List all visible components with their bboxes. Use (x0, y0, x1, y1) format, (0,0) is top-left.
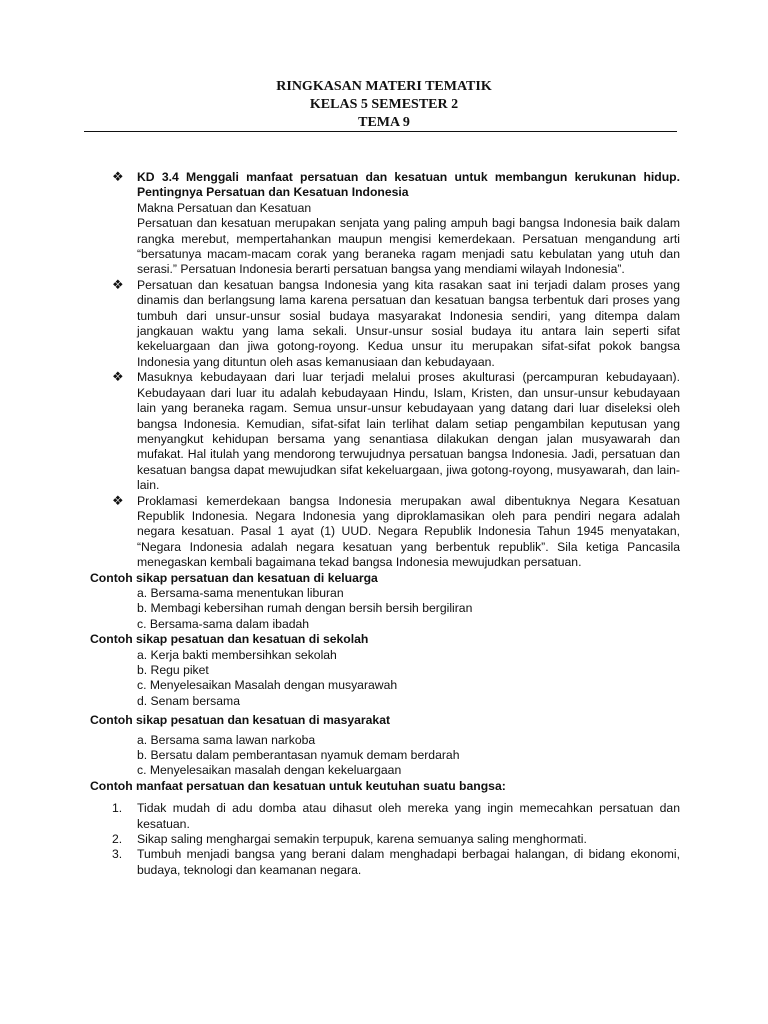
list-item: b. Regu piket (137, 663, 209, 677)
bullet-paragraph (90, 278, 680, 370)
header-title: RINGKASAN MATERI TEMATIK (276, 79, 492, 94)
item-number: 3. (112, 847, 123, 862)
bullet-text: Masuknya kebudayaan dari luar terjadi melalui proses akulturasi (percampuran kebudayaan). Kebudayaan dari luar itu adalah kebudayaan Hindu, Islam, Kristen, dan unsur-unsur kebudayaan lain yang beraneka ragam. Semua unsur-unsur kebudayaan yang datang dari luar diseleksi oleh bangsa Indonesia. Kemudian, sifat-sifat lain terlihat dalam setiap pengambilan keputusan yang menyangkut kehidupan bersama yang senantiasa dilakukan dengan jalan musyawarah dan mufakat. Hal itulah yang mendorong terwujudnya persatuan bangsa Indonesia. Jadi, persatuan dan kesatuan bangsa dapat mewujudkan sifat kekeluargaan, jiwa gotong-royong, musyawarah, dan lain-lain. (137, 370, 680, 493)
bullet-paragraph (90, 494, 680, 571)
numbered-item (90, 847, 680, 878)
list-item: c. Menyelesaikan Masalah dengan musyarawah (137, 678, 398, 693)
item-number: 2. (112, 832, 123, 847)
section-title-masyarakat: Contoh sikap pesatuan dan kesatuan di masyarakat (90, 713, 391, 728)
bullet-diamond-icon: ❖ (112, 276, 124, 292)
benefit-list (90, 801, 680, 878)
item-text: Tumbuh menjadi bangsa yang berani dalam menghadapi berbagai halangan, di bidang ekonomi, budaya, teknologi dan keamanan negara. (137, 847, 680, 877)
list-item: a. Bersama sama lawan narkoba (137, 732, 316, 747)
bullet-text: Proklamasi kemerdekaan bangsa Indonesia merupakan awal dibentuknya Negara Kesatuan Republik Indonesia. Negara Indonesia yang diproklamasikan oleh para pendiri negara adalah negara kesatuan. Pasal 1 ayat (1) UUD. Negara Republik Indonesia Tahun 1945 menyatakan, “Negara Indonesia adalah negara kesatuan yang berbentuk republik”. Sila ketiga Pancasila menegaskan kembali bagaimana tekad bangsa Indonesia mewujudkan persatuan. (137, 493, 680, 570)
list-item: c. Menyelesaikan masalah dengan kekeluargaan (137, 763, 402, 778)
kd-subheading: Makna Persatuan dan Kesatuan (137, 200, 312, 215)
kd-bullet (90, 170, 680, 278)
bullet-diamond-icon: ❖ (112, 492, 124, 508)
header-divider (84, 131, 677, 132)
item-text: Sikap saling menghargai semakin terpupuk, karena semuanya saling menghormati. (137, 832, 587, 847)
list-item: a. Kerja bakti membersihkan sekolah (137, 647, 337, 662)
item-text: Tidak mudah di adu domba atau dihasut oleh mereka yang ingin memecahkan persatuan dan kesatuan. (137, 801, 680, 831)
numbered-item (90, 832, 680, 847)
section-title-sekolah: Contoh sikap pesatuan dan kesatuan di sekolah (90, 632, 369, 647)
list-item: b. Membagi kebersihan rumah dengan bersih bersih bergiliran (137, 601, 473, 616)
kd-heading: KD 3.4 Menggali manfaat persatuan dan kesatuan untuk membangun kerukunan hidup. Pentingnya Persatuan dan Kesatuan Indonesia (137, 170, 680, 200)
numbered-item (90, 801, 680, 832)
list-item: a. Bersama-sama menentukan liburan (137, 585, 344, 600)
kd-paragraph: Persatuan dan kesatuan merupakan senjata yang paling ampuh bagi bangsa Indonesia baik dalam rangka merebut, mempertahankan maupun mengisi kemerdekaan. Persatuan mengandung arti “bersatunya macam-macam corak yang beraneka ragam menjadi satu kebulatan yang utuh dan serasi.” Persatuan Indonesia berarti persatuan bangsa yang mendiami wilayah Indonesia”. (137, 216, 680, 277)
item-number: 1. (112, 801, 123, 816)
bullet-diamond-icon: ❖ (112, 169, 124, 184)
bullet-diamond-icon: ❖ (112, 369, 124, 385)
document-body (90, 170, 680, 878)
header-class: KELAS 5 SEMESTER 2 (309, 97, 459, 112)
bullet-text: Persatuan dan kesatuan bangsa Indonesia yang kita rasakan saat ini terjadi dalam proses yang dinamis dan berlangsung lama karena persatuan dan kesatuan bangsa terbentuk dari proses yang tumbuh dari unsur-unsur sosial budaya masyarakat Indonesia sendiri, yang ditempa dalam jangkauan waktu yang lama sekali. Unsur-unsur sosial budaya itu antara lain seperti sifat kekeluargaan dan jiwa gotong-royong. Kedua unsur itu merupakan sifat-sifat pokok bangsa Indonesia yang dituntun oleh asas kemanusiaan dan kebudayaan. (137, 277, 680, 369)
section-title-keluarga: Contoh sikap persatuan dan kesatuan di keluarga (90, 570, 378, 585)
list-item: b. Bersatu dalam pemberantasan nyamuk demam berdarah (137, 748, 460, 763)
bullet-paragraph (90, 370, 680, 493)
list-item: d. Senam bersama (137, 693, 240, 708)
section-title-manfaat: Contoh manfaat persatuan dan kesatuan untuk keutuhan suatu bangsa: (90, 778, 506, 793)
list-item: c. Bersama-sama dalam ibadah (137, 616, 310, 631)
header-theme: TEMA 9 (358, 115, 410, 130)
